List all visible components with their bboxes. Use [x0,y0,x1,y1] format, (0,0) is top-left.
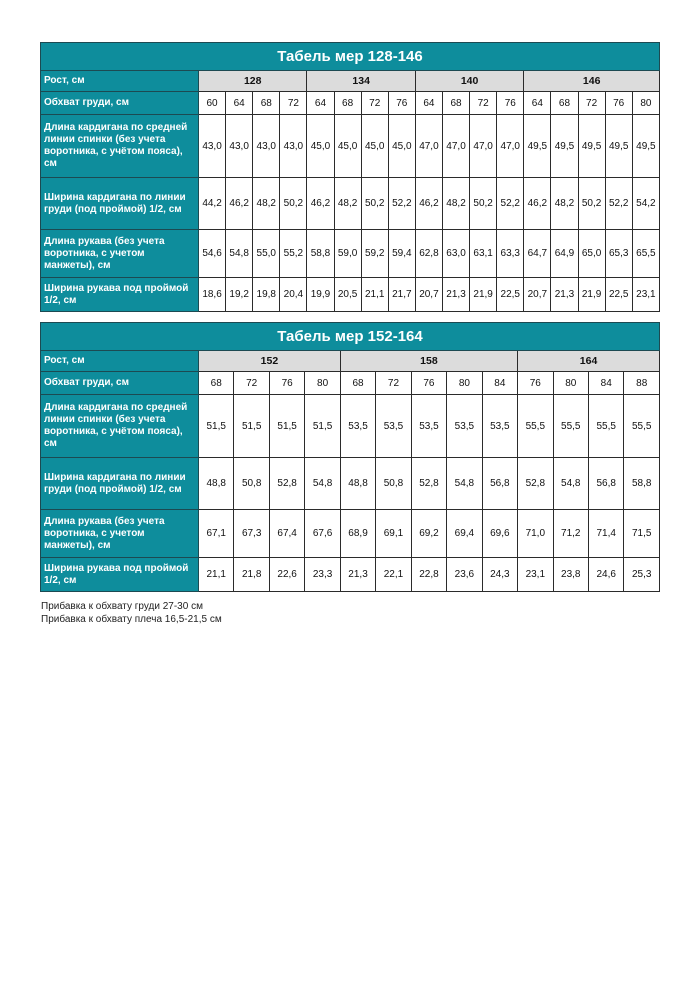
value-cell: 21,3 [340,558,375,592]
value-cell: 48,2 [442,178,469,230]
value-cell: 23,3 [305,558,340,592]
value-cell: 46,2 [226,178,253,230]
chest-cell: 68 [551,92,578,115]
value-cell: 52,8 [518,458,553,510]
chest-cell: 72 [470,92,497,115]
value-cell: 50,2 [361,178,388,230]
table-row [41,510,660,558]
height-label: Рост, см [41,351,199,372]
value-cell: 22,8 [411,558,446,592]
value-cell: 59,0 [334,230,361,278]
height-group: 152 [199,351,341,372]
chest-row [41,372,660,395]
value-cell: 22,1 [376,558,411,592]
value-cell: 23,1 [632,278,659,312]
value-cell: 22,5 [497,278,524,312]
value-cell: 49,5 [632,115,659,178]
value-cell: 53,5 [482,395,517,458]
value-cell: 47,0 [415,115,442,178]
value-cell: 23,1 [518,558,553,592]
value-cell: 67,6 [305,510,340,558]
chest-cell: 68 [334,92,361,115]
value-cell: 46,2 [524,178,551,230]
value-cell: 59,2 [361,230,388,278]
row-label: Длина рукава (без учета воротника, с учетом манжеты), см [41,510,199,558]
value-cell: 55,0 [253,230,280,278]
chest-cell: 72 [234,372,269,395]
value-cell: 51,5 [305,395,340,458]
note-shoulder-ease: Прибавка к обхвату плеча 16,5-21,5 см [41,614,222,625]
value-cell: 51,5 [234,395,269,458]
chest-cell: 64 [415,92,442,115]
value-cell: 45,0 [361,115,388,178]
value-cell: 65,5 [632,230,659,278]
value-cell: 24,3 [482,558,517,592]
value-cell: 56,8 [588,458,623,510]
value-cell: 63,3 [497,230,524,278]
value-cell: 54,6 [199,230,226,278]
value-cell: 20,7 [415,278,442,312]
value-cell: 53,5 [411,395,446,458]
value-cell: 67,3 [234,510,269,558]
size-table-152-164 [40,322,660,592]
value-cell: 62,8 [415,230,442,278]
value-cell: 19,9 [307,278,334,312]
value-cell: 21,7 [388,278,415,312]
height-group: 164 [518,351,660,372]
value-cell: 54,2 [632,178,659,230]
value-cell: 52,8 [411,458,446,510]
value-cell: 56,8 [482,458,517,510]
value-cell: 47,0 [470,115,497,178]
value-cell: 65,0 [578,230,605,278]
value-cell: 71,2 [553,510,588,558]
size-table-128-146 [40,42,660,312]
value-cell: 20,5 [334,278,361,312]
value-cell: 50,8 [376,458,411,510]
value-cell: 45,0 [388,115,415,178]
value-cell: 64,9 [551,230,578,278]
value-cell: 69,2 [411,510,446,558]
chest-cell: 60 [199,92,226,115]
value-cell: 48,8 [340,458,375,510]
value-cell: 71,0 [518,510,553,558]
chest-label: Обхват груди, см [41,372,199,395]
chest-cell: 76 [518,372,553,395]
chest-cell: 68 [199,372,234,395]
chest-cell: 80 [553,372,588,395]
value-cell: 18,6 [199,278,226,312]
value-cell: 47,0 [442,115,469,178]
row-label: Длина кардигана по средней линии спинки (без учета воротника, с учётом пояса), см [41,115,199,178]
chest-cell: 80 [447,372,482,395]
chest-cell: 68 [340,372,375,395]
value-cell: 47,0 [497,115,524,178]
chest-cell: 72 [376,372,411,395]
value-cell: 58,8 [307,230,334,278]
value-cell: 52,8 [269,458,304,510]
row-label: Ширина кардигана по линии груди (под проймой) 1/2, см [41,458,199,510]
value-cell: 21,1 [361,278,388,312]
value-cell: 52,2 [388,178,415,230]
value-cell: 45,0 [307,115,334,178]
chest-cell: 72 [280,92,307,115]
value-cell: 49,5 [551,115,578,178]
table-row [41,115,660,178]
value-cell: 69,6 [482,510,517,558]
value-cell: 71,4 [588,510,623,558]
value-cell: 67,1 [199,510,234,558]
value-cell: 46,2 [307,178,334,230]
height-group: 146 [524,71,660,92]
chest-cell: 76 [388,92,415,115]
height-label: Рост, см [41,71,199,92]
value-cell: 63,1 [470,230,497,278]
value-cell: 20,4 [280,278,307,312]
value-cell: 68,9 [340,510,375,558]
value-cell: 43,0 [253,115,280,178]
value-cell: 55,5 [624,395,660,458]
table-row [41,230,660,278]
value-cell: 55,5 [518,395,553,458]
row-label: Ширина рукава под проймой 1/2, см [41,278,199,312]
value-cell: 23,8 [553,558,588,592]
value-cell: 50,8 [234,458,269,510]
value-cell: 48,2 [551,178,578,230]
value-cell: 48,8 [199,458,234,510]
height-group: 158 [340,351,517,372]
note-chest-ease: Прибавка к обхвату груди 27-30 см [41,601,203,612]
value-cell: 54,8 [447,458,482,510]
chest-cell: 84 [588,372,623,395]
value-cell: 52,2 [497,178,524,230]
table-row [41,558,660,592]
value-cell: 20,7 [524,278,551,312]
value-cell: 22,5 [605,278,632,312]
table-row [41,278,660,312]
chest-cell: 64 [226,92,253,115]
chest-cell: 76 [497,92,524,115]
value-cell: 53,5 [376,395,411,458]
value-cell: 21,3 [442,278,469,312]
value-cell: 63,0 [442,230,469,278]
row-label: Длина рукава (без учета воротника, с учетом манжеты), см [41,230,199,278]
chest-cell: 64 [307,92,334,115]
value-cell: 50,2 [578,178,605,230]
value-cell: 21,9 [578,278,605,312]
chest-cell: 88 [624,372,660,395]
value-cell: 48,2 [253,178,280,230]
value-cell: 49,5 [578,115,605,178]
chest-cell: 80 [632,92,659,115]
value-cell: 69,1 [376,510,411,558]
chest-cell: 76 [411,372,446,395]
value-cell: 21,3 [551,278,578,312]
value-cell: 44,2 [199,178,226,230]
value-cell: 51,5 [199,395,234,458]
table-row [41,458,660,510]
value-cell: 45,0 [334,115,361,178]
value-cell: 46,2 [415,178,442,230]
value-cell: 43,0 [280,115,307,178]
value-cell: 23,6 [447,558,482,592]
value-cell: 19,2 [226,278,253,312]
value-cell: 54,8 [553,458,588,510]
height-group: 128 [199,71,307,92]
value-cell: 55,5 [553,395,588,458]
value-cell: 48,2 [334,178,361,230]
value-cell: 53,5 [447,395,482,458]
chest-row [41,92,660,115]
value-cell: 21,9 [470,278,497,312]
row-label: Ширина рукава под проймой 1/2, см [41,558,199,592]
value-cell: 49,5 [605,115,632,178]
value-cell: 69,4 [447,510,482,558]
value-cell: 55,5 [588,395,623,458]
value-cell: 43,0 [199,115,226,178]
value-cell: 65,3 [605,230,632,278]
table-row [41,178,660,230]
chest-cell: 68 [253,92,280,115]
chest-cell: 64 [524,92,551,115]
table-row [41,395,660,458]
value-cell: 71,5 [624,510,660,558]
chest-cell: 72 [361,92,388,115]
chest-cell: 84 [482,372,517,395]
value-cell: 55,2 [280,230,307,278]
height-group: 134 [307,71,415,92]
value-cell: 58,8 [624,458,660,510]
value-cell: 25,3 [624,558,660,592]
chest-cell: 80 [305,372,340,395]
value-cell: 21,1 [199,558,234,592]
value-cell: 53,5 [340,395,375,458]
value-cell: 19,8 [253,278,280,312]
value-cell: 43,0 [226,115,253,178]
table-title: Табель мер 128-146 [41,43,660,71]
row-label: Ширина кардигана по линии груди (под проймой) 1/2, см [41,178,199,230]
notes [41,600,222,626]
value-cell: 67,4 [269,510,304,558]
chest-cell: 76 [605,92,632,115]
value-cell: 49,5 [524,115,551,178]
value-cell: 21,8 [234,558,269,592]
chest-label: Обхват груди, см [41,92,199,115]
value-cell: 51,5 [269,395,304,458]
value-cell: 24,6 [588,558,623,592]
chest-cell: 72 [578,92,605,115]
row-label: Длина кардигана по средней линии спинки (без учета воротника, с учётом пояса), см [41,395,199,458]
table-title: Табель мер 152-164 [41,323,660,351]
value-cell: 22,6 [269,558,304,592]
value-cell: 64,7 [524,230,551,278]
height-group: 140 [415,71,523,92]
value-cell: 54,8 [226,230,253,278]
chest-cell: 68 [442,92,469,115]
value-cell: 50,2 [470,178,497,230]
value-cell: 52,2 [605,178,632,230]
chest-cell: 76 [269,372,304,395]
value-cell: 50,2 [280,178,307,230]
value-cell: 59,4 [388,230,415,278]
value-cell: 54,8 [305,458,340,510]
